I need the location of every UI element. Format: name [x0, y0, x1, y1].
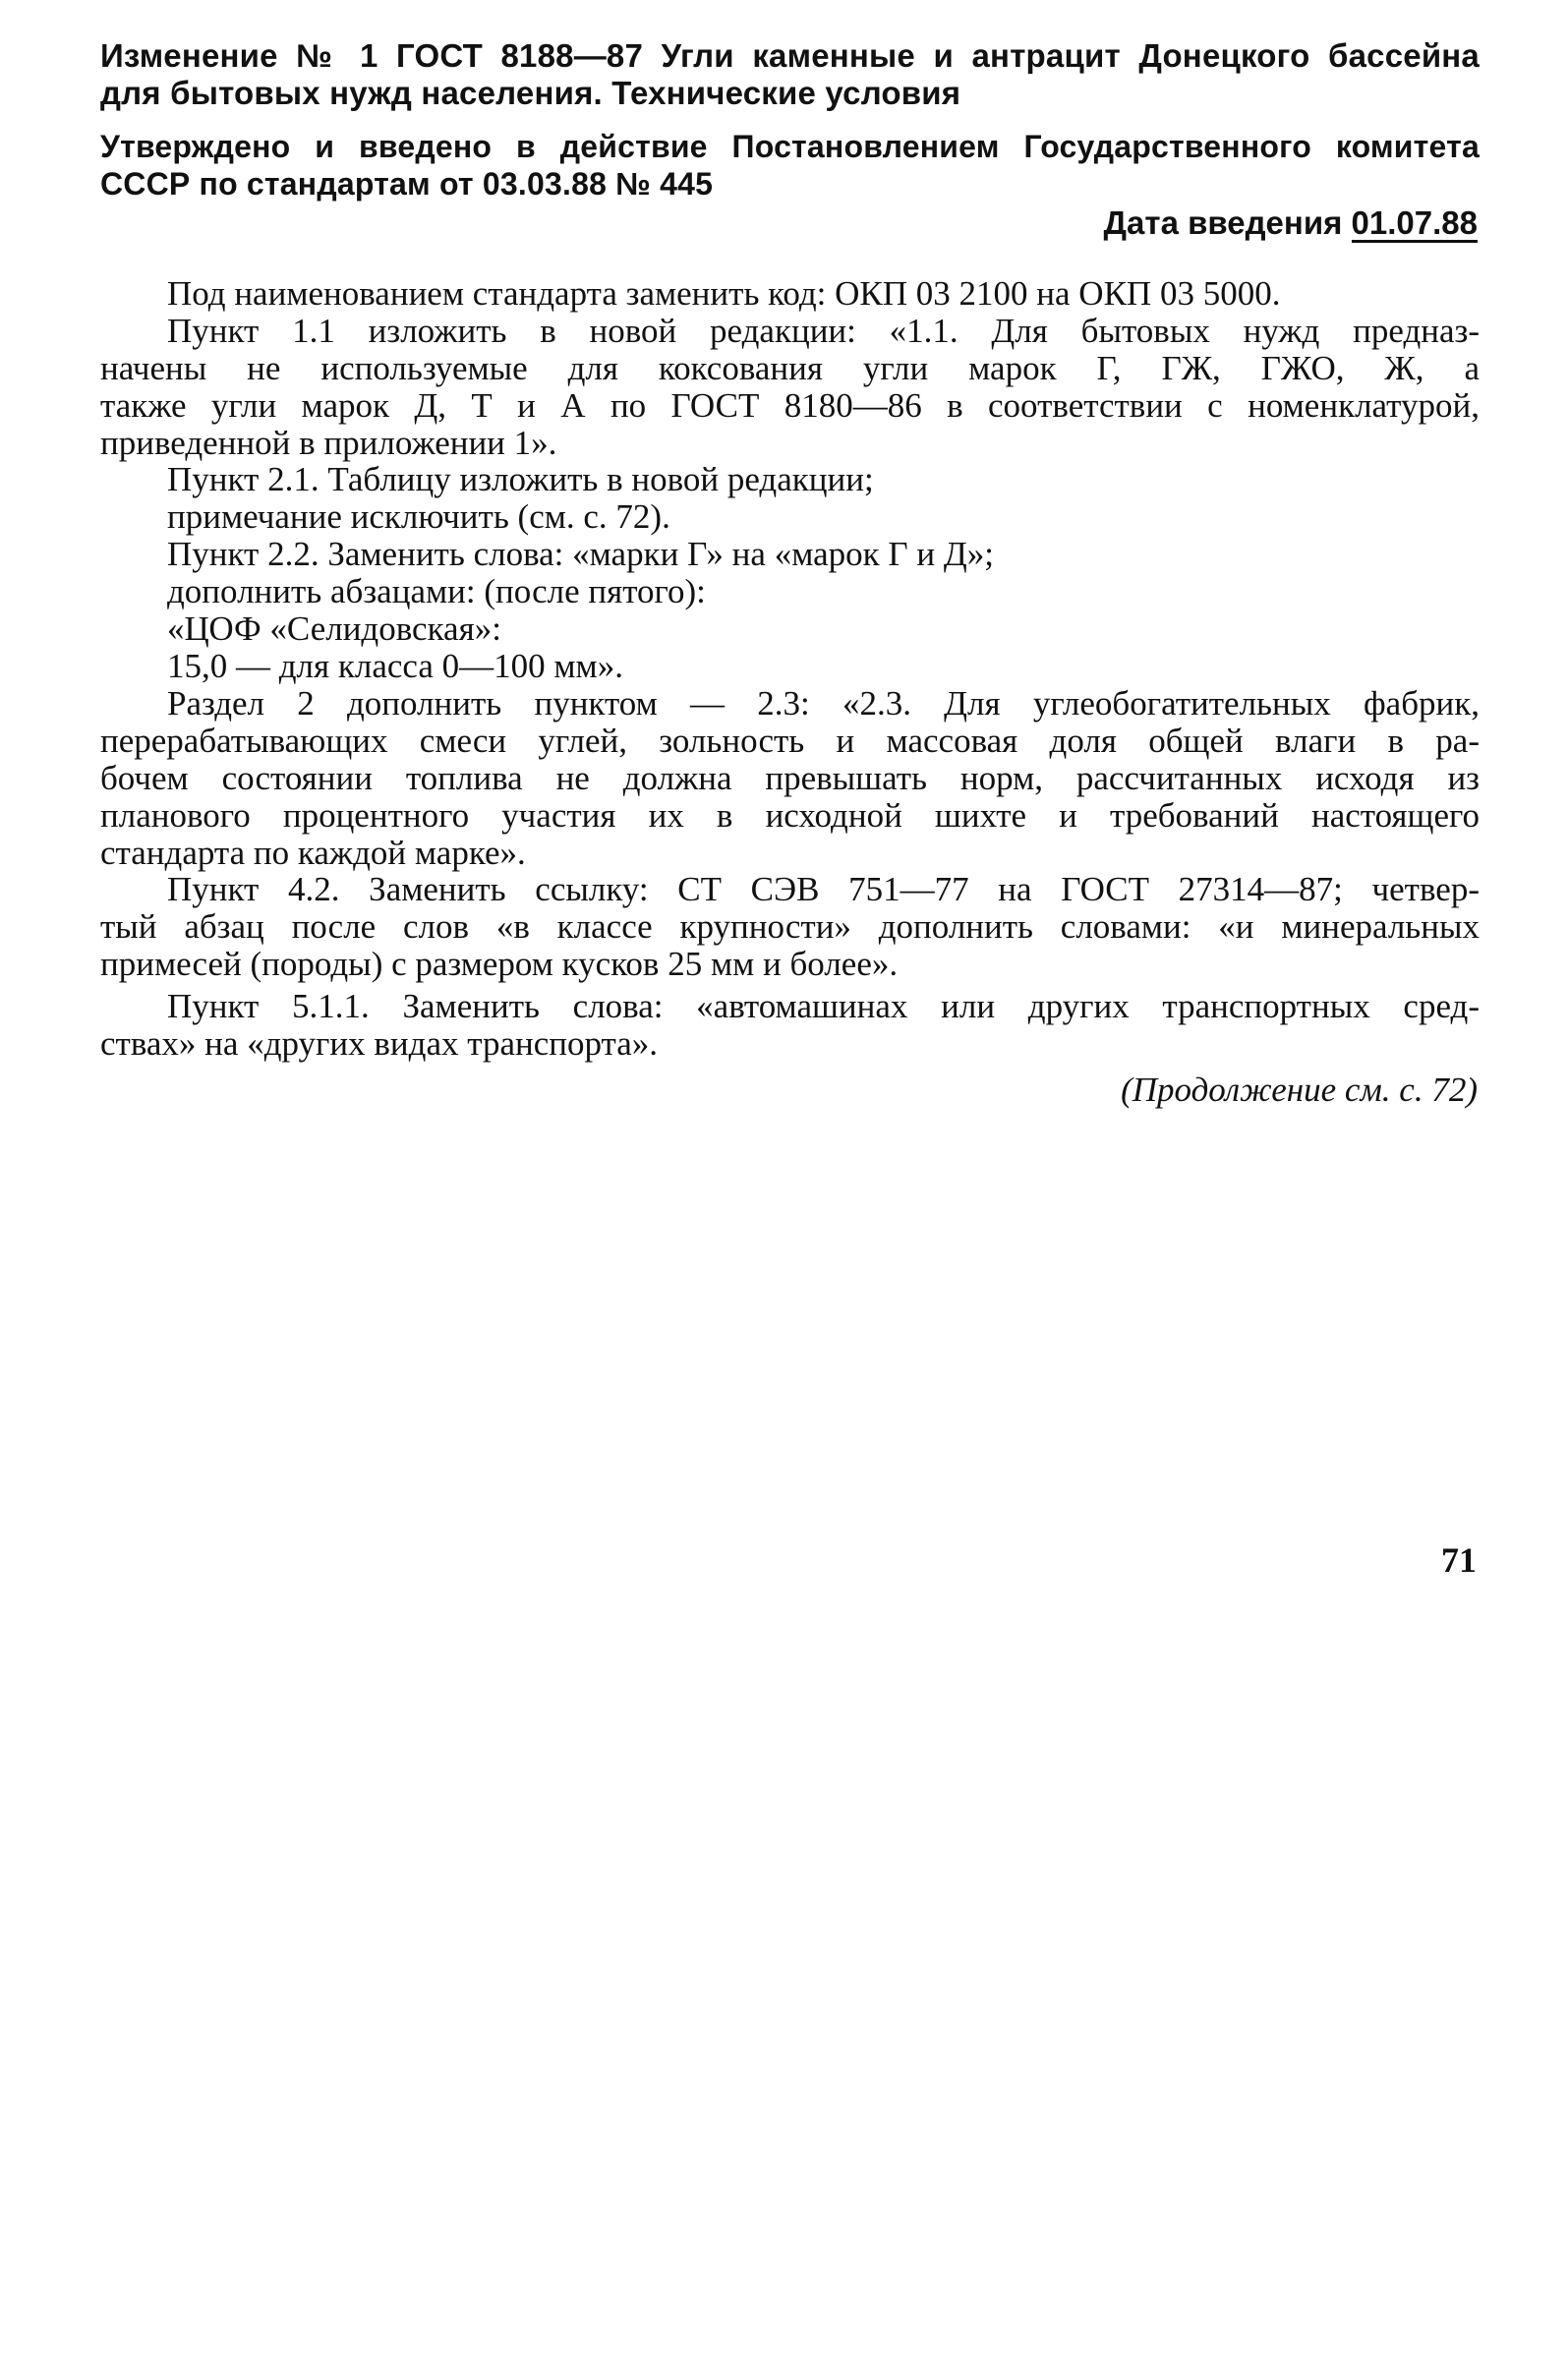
- body-line-15: планового процентного участия их в исходной шихте и требований настоящего: [100, 796, 1480, 835]
- body-line-13: перерабатывающих смеси углей, зольность и массовая доля общей влаги в ра-: [100, 722, 1480, 760]
- body-line-10: «ЦОФ «Селидовская»:: [167, 609, 501, 648]
- title-line-1: Изменение № 1 ГОСТ 8188—87 Угли каменные и антрацит Донецкого бассейна: [100, 37, 1480, 74]
- body-line-11: 15,0 — для класса 0—100 мм».: [167, 647, 623, 685]
- continuation-note: (Продолжение см. с. 72): [1121, 1071, 1478, 1109]
- body-line-21: ствах» на «других видах транспорта».: [100, 1024, 659, 1063]
- approval-line-1: Утверждено и введено в действие Постановлением Государственного комитета: [100, 129, 1480, 164]
- body-line-6: Пункт 2.1. Таблицу изложить в новой редакции;: [167, 460, 874, 498]
- body-line-12: Раздел 2 дополнить пунктом — 2.3: «2.3. Для углеобогатительных фабрик,: [167, 684, 1480, 723]
- page-number: 71: [1441, 1540, 1477, 1580]
- body-line-8: Пункт 2.2. Заменить слова: «марки Г» на «марок Г и Д»;: [167, 535, 994, 573]
- body-line-4: также угли марок Д, Т и А по ГОСТ 8180—86 в соответствии с номенклатурой,: [100, 386, 1480, 425]
- body-line-17: Пункт 4.2. Заменить ссылку: СТ СЭВ 751—77 на ГОСТ 27314—87; четвер-: [167, 870, 1480, 908]
- body-line-1: Под наименованием стандарта заменить код: ОКП 03 2100 на ОКП 03 5000.: [167, 274, 1281, 313]
- approval-line-2: СССР по стандартам от 03.03.88 № 445: [100, 166, 714, 202]
- body-line-16: стандарта по каждой марке».: [100, 834, 526, 872]
- body-line-7: примечание исключить (см. с. 72).: [167, 497, 670, 536]
- body-line-9: дополнить абзацами: (после пятого):: [167, 572, 706, 610]
- body-line-20: Пункт 5.1.1. Заменить слова: «автомашинах или других транспортных сред-: [167, 987, 1480, 1025]
- body-line-14: бочем состоянии топлива не должна превышать норм, рассчитанных исходя из: [100, 759, 1480, 797]
- body-line-3: начены не используемые для коксования угли марок Г, ГЖ, ГЖО, Ж, а: [100, 349, 1480, 387]
- body-line-2: Пункт 1.1 изложить в новой редакции: «1.1. Для бытовых нужд предназ-: [167, 312, 1480, 350]
- body-line-18: тый абзац после слов «в классе крупности» дополнить словами: «и минеральных: [100, 907, 1480, 946]
- body-line-19: примесей (породы) с размером кусков 25 мм и более».: [100, 945, 899, 983]
- effective-date: [1104, 204, 1478, 242]
- effective-date-label: Дата введения: [1103, 204, 1343, 241]
- title-line-2: для бытовых нужд населения. Технические условия: [100, 75, 961, 111]
- effective-date-value: 01.07.88: [1351, 204, 1478, 241]
- body-line-5: приведенной в приложении 1».: [100, 424, 557, 462]
